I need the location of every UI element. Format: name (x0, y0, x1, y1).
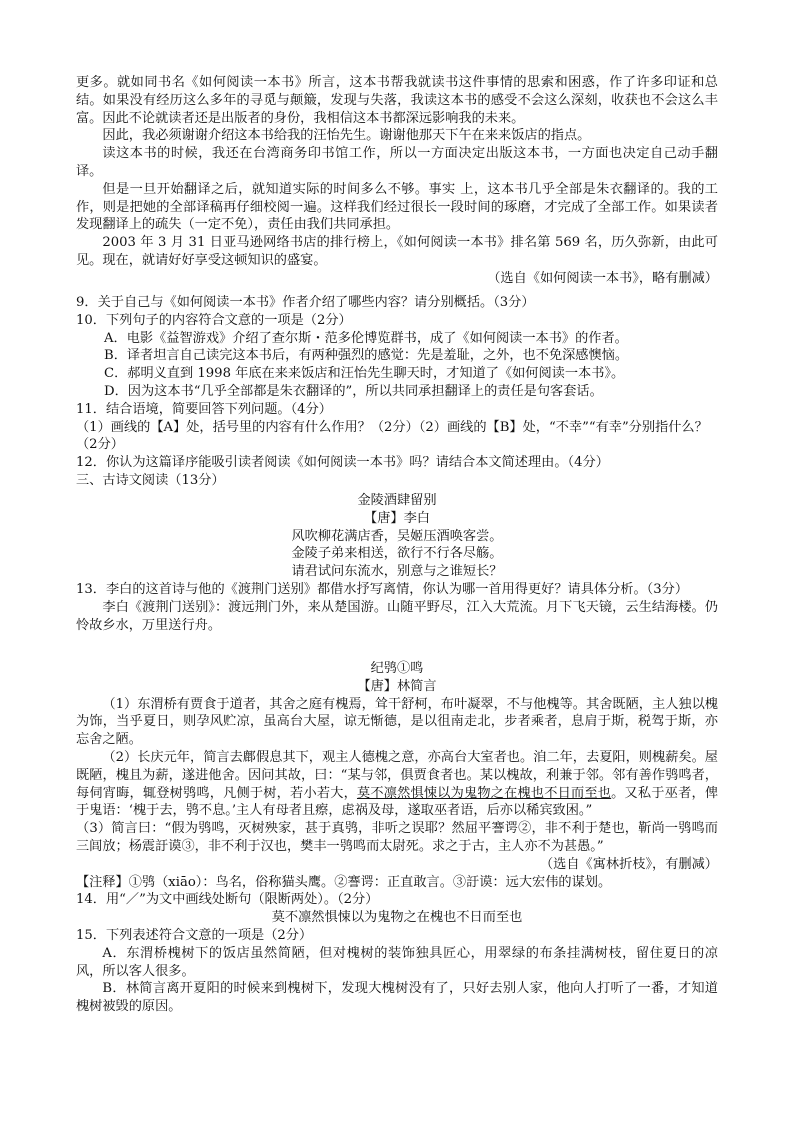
question-10-option-b: B．译者坦言自己读完这本书后，有两种强烈的感觉：先是羞耻，之外，也不免深感懊恼。 (104, 348, 628, 364)
question-11-sub: （1）画线的【A】处，括号里的内容有什么作用？（2分）（2）画线的【B】处，“不幸”“有幸”分别指什么？（2分） (76, 419, 708, 453)
classical-author: 【唐】林简言 (357, 678, 437, 694)
classical-paragraph-text: （2）长庆元年，简言去鄜假息其下，观主人德槐之意，亦高台大室者也。洎二年，去夏阳，则槐薪矣。屋既陋，槐且为薪，遂进他舍。因问其故，曰：“某与邻，俱贾食者也。某以槐故，利兼于邻。邻有善作鸮鸣者，每伺宵晦，辄登树鸮鸣，凡侧于树，若小若大， (76, 749, 718, 801)
classical-passage (76, 660, 718, 1016)
classical-source: （选自《寓林折枝》，有删减） (539, 856, 718, 872)
question-11: 11．结合语境，简要回答下列问题。（4分） (76, 401, 332, 417)
classical-paragraph-text: 。又私于巫者，俾于鬼语：‘槐于去，鸮不息。’主人有母者且瘵，虑祸及母，遂取巫者语，后亦以稀宾致困。” (76, 785, 719, 819)
classical-notes: 【注释】①鸮（xiāo）：鸟名，俗称猫头鹰。②謇谔：正直敢言。③訏谟：远大宏伟的谋划。 (76, 874, 612, 890)
classical-paragraph: （1）东渭桥有贾食于道者，其舍之庭有槐焉，耸干舒柯，布叶凝翠，不与他槐等。其舍既陋，主人独以槐为饰，当乎夏日，则孕风贮凉，虽高台大屋，谅无惭德，是以徂南走北，步者乘者，息肩于斯，税驾于斯，亦忘舍之陋。 (76, 696, 718, 748)
classical-paragraph (76, 749, 718, 820)
question-13: 13．李白的这首诗与他的《渡荆门送别》都借水抒写离情，你认为哪一首用得更好？请具体分析。（3分） (76, 581, 689, 597)
classical-title: 纪鸮①鸣 (370, 661, 424, 676)
question-14: 14．用“／”为文中画线处断句（限断两处）。（2分） (76, 892, 379, 908)
question-15-option-b: B．林简言离开夏阳的时候来到槐树下，发现大槐树没有了，只好去别人家，他向人打听了一番，才知道槐树被毁的原因。 (76, 981, 718, 1015)
poem (76, 492, 718, 634)
reading-source: （选自《如何阅读一本书》，略有删减） (487, 270, 718, 286)
reading-paragraph: 更多。就如同书名《如何阅读一本书》所言，这本书帮我就读书这件事情的思索和困惑，作了许多印证和总结。如果没有经历这么多年的寻觅与颠簸，发现与失落，我读这本书的感受不会这么深刻，收获也不会这么丰富。因此不论就读者还是出版者的身份，我相信这本书都深远影响我的未来。 (76, 75, 718, 126)
poem-line: 请君试问东流水，别意与之谁短长？ (291, 564, 503, 580)
question-12: 12．你认为这篇译序能吸引读者阅读《如何阅读一本书》吗？请结合本文简述理由。（4分） (76, 455, 609, 471)
poem-title: 金陵酒肆留别 (357, 493, 437, 508)
reading-paragraph: 2003 年 3 月 31 日亚马逊网络书店的排行榜上，《如何阅读一本书》排名第 569 名，历久弥新，由此可见。现在，就请好好享受这顿知识的盛宴。 (76, 235, 718, 268)
question-9: 9．关于自己与《如何阅读一本书》作者介绍了哪些内容？请分别概括。（3分） (76, 295, 535, 310)
question-10: 10．下列句子的内容符合文意的一项是（2分） (76, 312, 352, 328)
poem-line: 风吹柳花满店香，吴姬压酒唤客尝。 (291, 528, 503, 544)
question-15: 15．下列表述符合文意的一项是（2分） (76, 927, 313, 943)
question-10-option-c: C．郝明义直到 1998 年底在来来饭店和汪怡先生聊天时，才知道了《如何阅读一本书》。 (104, 366, 625, 382)
classical-paragraph: （3）简言曰：“假为鸮鸣，灭树殃家，甚于真鸮，非听之误耶？然屈平謇谔②，非不利于楚也，靳尚一鸮鸣而三闾放；杨震訏谟③，非不利于汉也，樊丰一鸮鸣而太尉死。求之于古，主人亦不为甚愚。” (76, 821, 718, 854)
underlined-sentence: 莫不凛然惧悚以为鬼物之在槐也不日而至也 (356, 785, 612, 801)
poem-line: 金陵子弟来相送，欲行不行各尽觞。 (291, 546, 503, 562)
question-13-reference-poem: 李白《渡荆门送别》：渡远荆门外，来从楚国游。山随平野尽，江入大荒流。月下飞天镜，云生结海楼。仍怜故乡水，万里送行舟。 (76, 599, 718, 633)
question-10-option-d: D．因为这本书“几乎全部都是朱衣翻译的”，所以共同承担翻译上的责任是句客套话。 (104, 383, 603, 399)
reading-passage (76, 74, 718, 288)
question-15-option-a: A．东渭桥槐树下的饭店虽然简陋，但对槐树的装饰独具匠心，用翠绿的布条挂满树枝，留住夏日的凉风，所以客人很多。 (76, 945, 718, 979)
reading-paragraph: 读这本书的时候，我还在台湾商务印书馆工作，所以一方面决定出版这本书，一方面也决定自己动手翻译。 (76, 146, 718, 179)
section-heading-3: 三、古诗文阅读（13分） (76, 472, 225, 488)
question-14-text: 莫不凛然惧悚以为鬼物之在槐也不日而至也 (271, 910, 523, 926)
reading-paragraph: 因此，我必须谢谢介绍这本书给我的汪怡先生。谢谢他那天下午在来来饭店的指点。 (102, 128, 591, 144)
question-10-option-a: A．电影《益智游戏》介绍了查尔斯・范多伦博览群书，成了《如何阅读一本书》的作者。 (104, 330, 628, 346)
reading-paragraph: 但是一旦开始翻译之后，就知道实际的时间多么不够。事实 上，这本书几乎全部是朱衣翻译的。我的工作，则是把她的全部译稿再仔细校阅一遍。这样我们经过很长一段时间的琢磨，才完成了全部工作。如果读者发现翻译上的疏失（一定不免），责任由我们共同承担。 (76, 181, 718, 233)
poem-author: 【唐】李白 (364, 510, 430, 526)
reading-questions (76, 294, 718, 490)
